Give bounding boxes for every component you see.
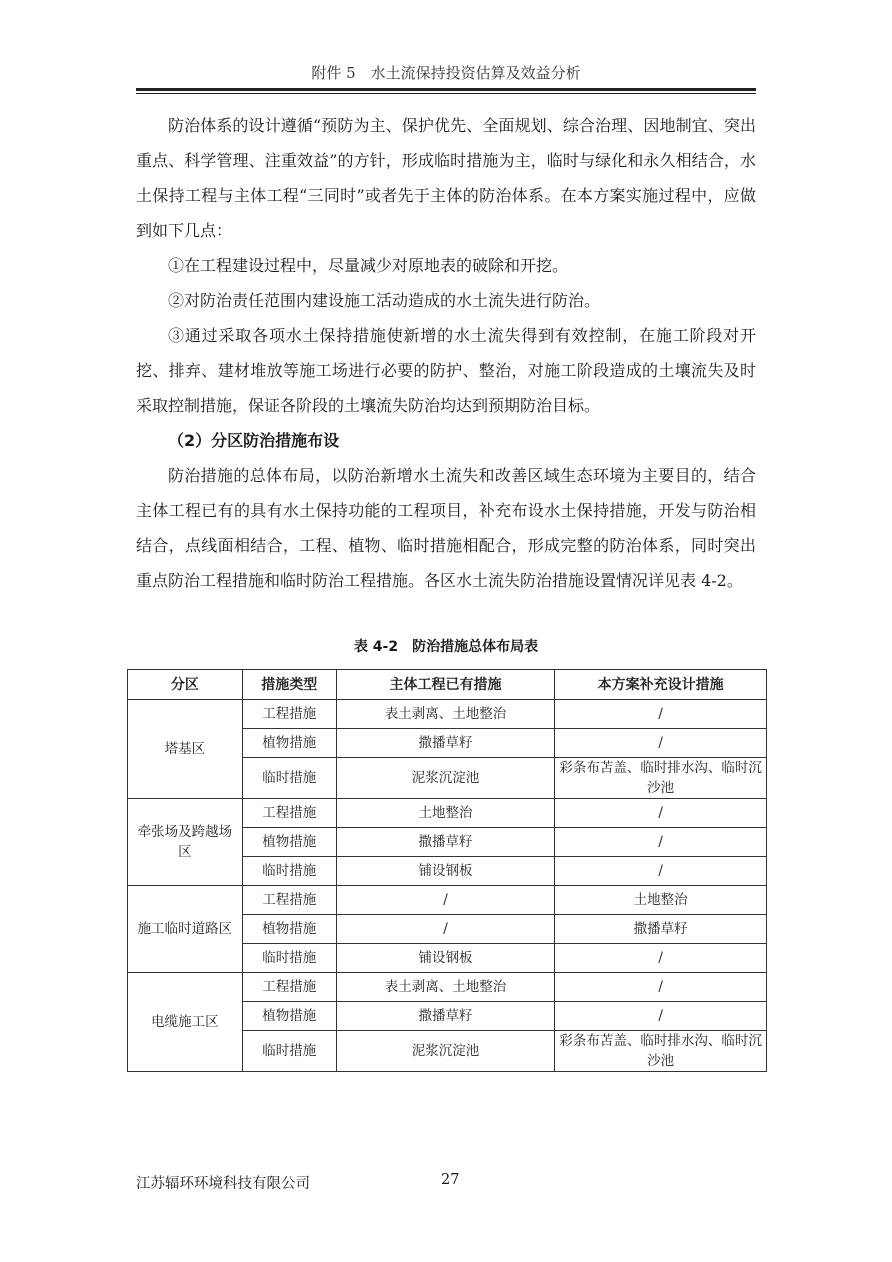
type-cell: 植物措施 — [242, 915, 336, 944]
type-cell: 临时措施 — [242, 758, 336, 799]
zone-cell: 施工临时道路区 — [128, 886, 243, 973]
paragraph-layout: 防治措施的总体布局，以防治新增水土流失和改善区域生态环境为主要目的，结合主体工程已有的具有水土保持功能的工程项目，补充布设水土保持措施，开发与防治相结合，点线面相结合，工程、植物、临时措施相配合，形成完整的防治体系，同时突出重点防治工程措施和临时防治工程措施。各区水土流失防治措施设置情况详见表 4-2。 — [136, 466, 756, 590]
list-item-2: ②对防治责任范围内建设施工活动造成的水土流失进行防治。 — [168, 291, 601, 310]
supplement-cell: / — [555, 1002, 767, 1031]
type-cell: 工程措施 — [242, 700, 336, 729]
supplement-cell: 彩条布苫盖、临时排水沟、临时沉沙池 — [555, 1031, 767, 1072]
supplement-cell: / — [555, 828, 767, 857]
body-text — [136, 108, 756, 598]
supplement-cell: / — [555, 973, 767, 1002]
page-header: 附件 5 水土流保持投资估算及效益分析 — [311, 64, 581, 82]
table-row — [128, 700, 767, 729]
zone-cell: 塔基区 — [128, 700, 243, 799]
type-cell: 临时措施 — [242, 944, 336, 973]
type-cell: 工程措施 — [242, 799, 336, 828]
section-heading: （2）分区防治措施布设 — [168, 431, 340, 450]
supplement-cell: / — [555, 944, 767, 973]
type-cell: 植物措施 — [242, 1002, 336, 1031]
existing-cell: 表土剥离、土地整治 — [336, 973, 555, 1002]
page-number: 27 — [441, 1172, 460, 1188]
header-rule-thin — [136, 93, 756, 94]
header-existing: 主体工程已有措施 — [336, 670, 555, 700]
type-cell: 临时措施 — [242, 1031, 336, 1072]
header-measure-type: 措施类型 — [242, 670, 336, 700]
existing-cell: 土地整治 — [336, 799, 555, 828]
existing-cell: 撒播草籽 — [336, 828, 555, 857]
supplement-cell: / — [555, 857, 767, 886]
header-zone: 分区 — [128, 670, 243, 700]
paragraph-prevention-system: 防治体系的设计遵循“预防为主、保护优先、全面规划、综合治理、因地制宜、突出重点、科学管理、注重效益”的方针，形成临时措施为主，临时与绿化和永久相结合，水土保持工程与主体工程“三同时”或者先于主体的防治体系。在本方案实施过程中，应做到如下几点： — [136, 116, 756, 240]
list-item-1: ①在工程建设过程中，尽量减少对原地表的破除和开挖。 — [168, 256, 569, 275]
existing-cell: / — [336, 915, 555, 944]
existing-cell: 铺设钢板 — [336, 857, 555, 886]
existing-cell: 泥浆沉淀池 — [336, 1031, 555, 1072]
table-row — [128, 799, 767, 828]
measures-table — [127, 669, 767, 1072]
zone-cell: 电缆施工区 — [128, 973, 243, 1072]
existing-cell: 撒播草籽 — [336, 729, 555, 758]
type-cell: 植物措施 — [242, 828, 336, 857]
existing-cell: 泥浆沉淀池 — [336, 758, 555, 799]
existing-cell: 表土剥离、土地整治 — [336, 700, 555, 729]
zone-cell: 牵张场及跨越场区 — [128, 799, 243, 886]
table-caption: 表 4-2 防治措施总体布局表 — [353, 639, 539, 655]
table-row — [128, 973, 767, 1002]
existing-cell: / — [336, 886, 555, 915]
existing-cell: 铺设钢板 — [336, 944, 555, 973]
type-cell: 植物措施 — [242, 729, 336, 758]
type-cell: 工程措施 — [242, 973, 336, 1002]
type-cell: 临时措施 — [242, 857, 336, 886]
type-cell: 工程措施 — [242, 886, 336, 915]
table-header-row — [128, 670, 767, 700]
supplement-cell: 撒播草籽 — [555, 915, 767, 944]
footer-company: 江苏辐环环境科技有限公司 — [136, 1176, 310, 1192]
supplement-cell: / — [555, 729, 767, 758]
header-rule — [136, 88, 756, 91]
supplement-cell: / — [555, 700, 767, 729]
list-item-3: ③通过采取各项水土保持措施使新增的水土流失得到有效控制，在施工阶段对开挖、排弃、建材堆放等施工场进行必要的防护、整治，对施工阶段造成的土壤流失及时采取控制措施，保证各阶段的土壤流失防治均达到预期防治目标。 — [136, 326, 756, 415]
existing-cell: 撒播草籽 — [336, 1002, 555, 1031]
table-row — [128, 886, 767, 915]
supplement-cell: 土地整治 — [555, 886, 767, 915]
header-supplement: 本方案补充设计措施 — [555, 670, 767, 700]
supplement-cell: 彩条布苫盖、临时排水沟、临时沉沙池 — [555, 758, 767, 799]
supplement-cell: / — [555, 799, 767, 828]
